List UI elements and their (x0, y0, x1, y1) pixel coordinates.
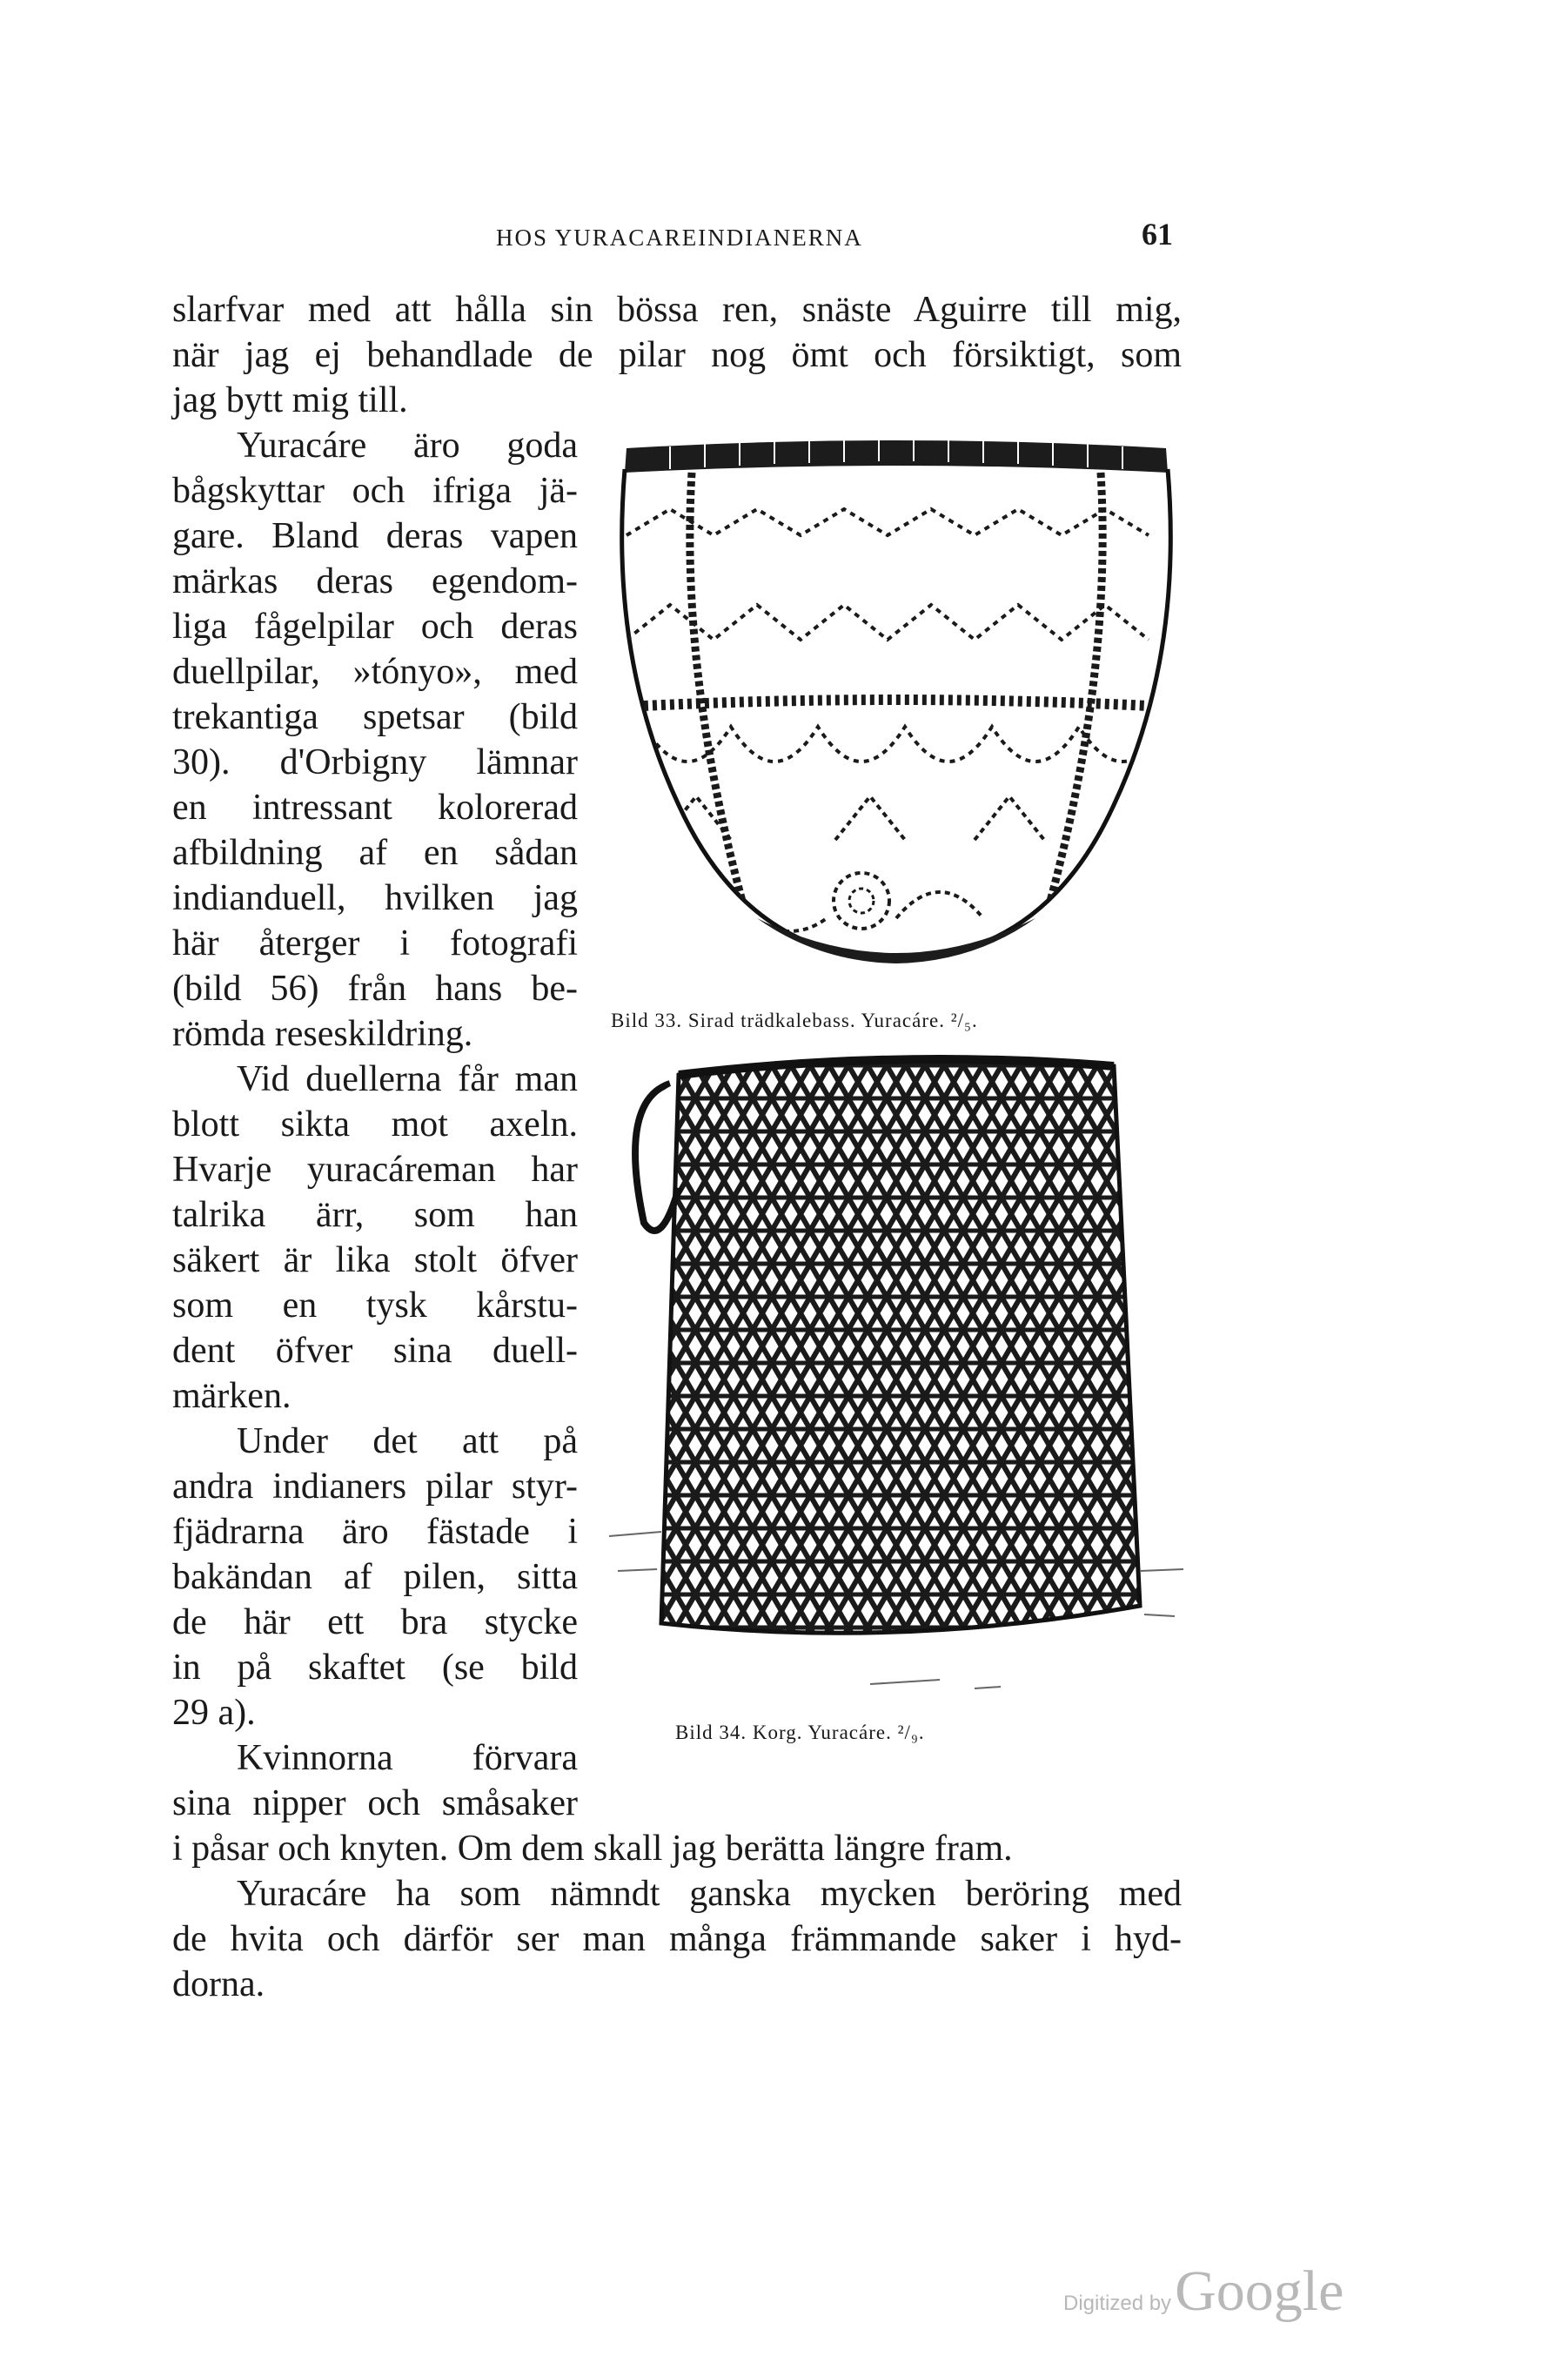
text-line: märkas deras egendom- (172, 561, 578, 601)
text-line: blott sikta mot axeln. (172, 1104, 578, 1144)
text-line: bågskyttar och ifriga jä- (172, 471, 578, 511)
text-line: liga fågelpilar och deras (172, 607, 578, 647)
text-line: Yuracáre äro goda (237, 426, 578, 466)
text-line: Kvinnorna förvara (237, 1738, 578, 1778)
text-line: Hvarje yuracáreman har (172, 1150, 578, 1190)
text-line: slarfvar med att hålla sin bössa ren, snäste Aguirre till mig, (172, 290, 1182, 330)
text-line: Under det att på (237, 1421, 578, 1461)
text-line: säkert är lika stolt öfver (172, 1240, 578, 1280)
text-line: afbildning af en sådan (172, 833, 578, 873)
text-line: i påsar och knyten. Om dem skall jag berätta längre fram. (172, 1829, 1013, 1869)
text-line: talrika ärr, som han (172, 1195, 578, 1235)
text-line: som en tysk kårstu- (172, 1285, 578, 1326)
text-line: indianduell, hvilken jag (172, 878, 578, 918)
page-number: 61 (1142, 217, 1173, 252)
text-line: (bild 56) från hans be- (172, 969, 578, 1009)
text-line: andra indianers pilar styr- (172, 1467, 578, 1507)
figure-caption: Bild 34. Korg. Yuracáre. ²/₉. (675, 1722, 925, 1743)
text-line: Yuracáre ha som nämndt ganska mycken beröring med (237, 1874, 1182, 1914)
text-line: när jag ej behandlade de pilar nog ömt och försiktigt, som (172, 335, 1182, 375)
text-line: gare. Bland deras vapen (172, 516, 578, 556)
text-line: dent öfver sina duell- (172, 1331, 578, 1371)
calabash-illustration (609, 431, 1183, 988)
text-line: 29 a). (172, 1693, 256, 1733)
text-line: de hvita och därför ser man många främmande saker i hyd- (172, 1919, 1182, 1959)
text-line: römda reseskildring. (172, 1014, 473, 1054)
text-line: en intressant kolorerad (172, 788, 578, 828)
figure-caption: Bild 33. Sirad trädkalebass. Yuracáre. ²/₅. (611, 1010, 978, 1031)
text-line: in på skaftet (se bild (172, 1648, 578, 1688)
text-line: sina nipper och småsaker (172, 1783, 578, 1823)
text-line: här återger i fotografi (172, 923, 578, 963)
watermark-prefix: Digitized by (1063, 2292, 1172, 2315)
basket-illustration (609, 1049, 1183, 1710)
text-line: 30). d'Orbigny lämnar (172, 742, 578, 782)
text-line: de här ett bra stycke (172, 1602, 578, 1642)
text-line: jag bytt mig till. (172, 380, 408, 420)
text-line: Vid duellerna får man (237, 1059, 578, 1099)
text-line: trekantiga spetsar (bild (172, 697, 578, 737)
google-logo: Google (1175, 2259, 1344, 2323)
running-head: HOS YURACAREINDIANERNA (496, 225, 863, 251)
text-line: bakändan af pilen, sitta (172, 1557, 578, 1597)
google-watermark (1063, 2259, 1344, 2325)
text-line: dorna. (172, 1964, 265, 2004)
text-line: fjädrarna äro fästade i (172, 1512, 578, 1552)
text-line: duellpilar, »tónyo», med (172, 652, 578, 692)
text-line: märken. (172, 1376, 291, 1416)
